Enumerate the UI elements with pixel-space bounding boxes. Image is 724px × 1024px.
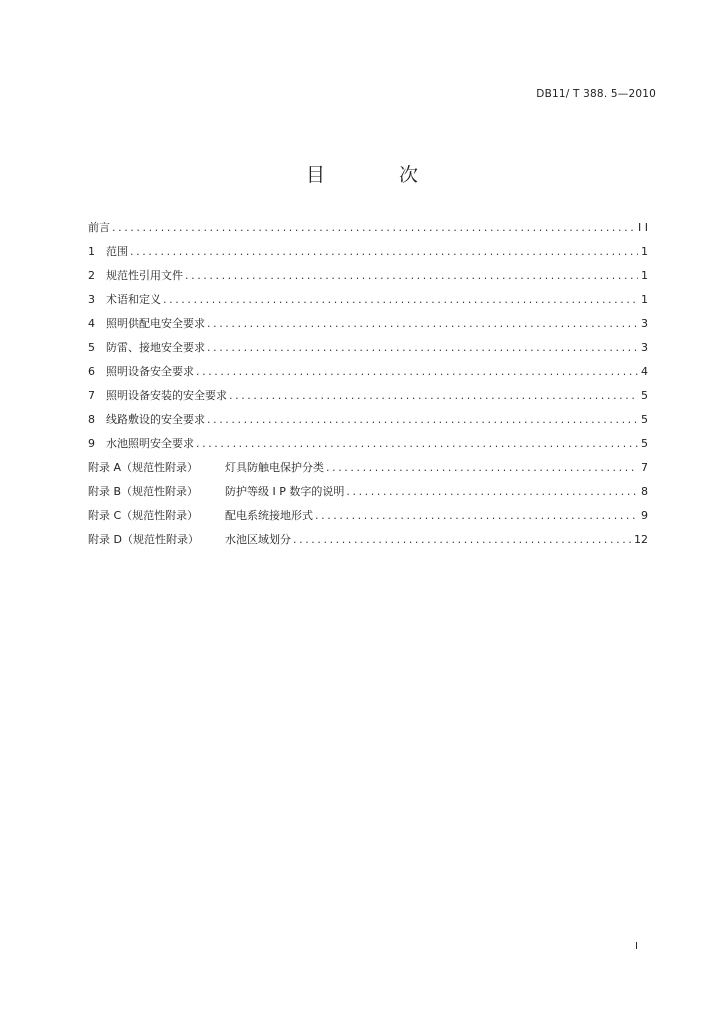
toc-entry-7[interactable]	[88, 387, 648, 411]
toc-entry-page: I I	[638, 221, 648, 234]
toc-entry-page: 4	[641, 365, 648, 378]
toc-entry-label: 水池照明安全要求	[106, 437, 194, 450]
toc-leader-dots	[112, 221, 635, 234]
toc-entry-label: 防雷、接地安全要求	[106, 341, 205, 354]
toc-leader-dots	[163, 293, 638, 306]
toc-leader-dots	[207, 317, 638, 330]
toc-entry-label: 照明设备安装的安全要求	[106, 389, 227, 402]
toc-entry-page: 5	[641, 413, 648, 426]
toc-entry-label: 照明设备安全要求	[106, 365, 194, 378]
toc-leader-dots	[346, 485, 638, 498]
page-number: I	[635, 941, 638, 952]
toc-entry-appendix-a[interactable]	[88, 459, 648, 483]
toc-entry-page: 3	[641, 317, 648, 330]
toc-entry-page: 1	[641, 293, 648, 306]
toc-entry-5[interactable]	[88, 339, 648, 363]
toc-leader-dots	[326, 461, 638, 474]
toc-entry-4[interactable]	[88, 315, 648, 339]
toc-appendix-name: 附录 D（规范性附录）	[88, 533, 199, 546]
toc-entry-appendix-b[interactable]	[88, 483, 648, 507]
toc-entry-label: 灯具防触电保护分类	[225, 461, 324, 474]
toc-leader-dots	[293, 533, 631, 546]
toc-entry-number: 1	[88, 245, 95, 258]
toc-entry-page: 7	[641, 461, 648, 474]
table-of-contents	[88, 219, 648, 555]
toc-entry-page: 5	[641, 389, 648, 402]
toc-entry-number: 8	[88, 413, 95, 426]
toc-entry-label: 规范性引用文件	[106, 269, 183, 282]
toc-leader-dots	[229, 389, 638, 402]
toc-entry-2[interactable]	[88, 267, 648, 291]
toc-entry-label: 水池区域划分	[225, 533, 291, 546]
toc-entry-number: 7	[88, 389, 95, 402]
toc-leader-dots	[196, 365, 638, 378]
toc-entry-1[interactable]	[88, 243, 648, 267]
toc-entry-number: 6	[88, 365, 95, 378]
page-title: 目 次	[305, 164, 453, 186]
toc-appendix-name: 附录 A（规范性附录）	[88, 461, 199, 474]
toc-entry-number: 3	[88, 293, 95, 306]
toc-entry-page: 3	[641, 341, 648, 354]
toc-entry-foreword[interactable]	[88, 219, 648, 243]
toc-entry-number: 4	[88, 317, 95, 330]
toc-entry-label: 范围	[106, 245, 128, 258]
toc-entry-number: 5	[88, 341, 95, 354]
toc-leader-dots	[207, 413, 638, 426]
toc-entry-3[interactable]	[88, 291, 648, 315]
toc-leader-dots	[196, 437, 638, 450]
toc-entry-page: 12	[634, 533, 648, 546]
toc-leader-dots	[185, 269, 638, 282]
toc-entry-appendix-d[interactable]	[88, 531, 648, 555]
toc-leader-dots	[130, 245, 638, 258]
toc-entry-page: 1	[641, 269, 648, 282]
toc-entry-label: 线路敷设的安全要求	[106, 413, 205, 426]
toc-leader-dots	[207, 341, 638, 354]
toc-entry-8[interactable]	[88, 411, 648, 435]
toc-entry-label: 前言	[88, 221, 110, 234]
toc-entry-page: 5	[641, 437, 648, 450]
toc-entry-page: 1	[641, 245, 648, 258]
toc-appendix-name: 附录 B（规范性附录）	[88, 485, 199, 498]
toc-entry-label: 防护等级 I P 数字的说明	[225, 485, 345, 498]
toc-leader-dots	[315, 509, 638, 522]
toc-entry-6[interactable]	[88, 363, 648, 387]
standard-code: DB11/ T 388. 5—2010	[536, 88, 656, 100]
toc-entry-label: 术语和定义	[106, 293, 161, 306]
toc-entry-page: 9	[641, 509, 648, 522]
toc-appendix-name: 附录 C（规范性附录）	[88, 509, 199, 522]
toc-entry-label: 照明供配电安全要求	[106, 317, 205, 330]
toc-entry-9[interactable]	[88, 435, 648, 459]
toc-entry-appendix-c[interactable]	[88, 507, 648, 531]
toc-entry-number: 9	[88, 437, 95, 450]
toc-entry-page: 8	[641, 485, 648, 498]
toc-entry-number: 2	[88, 269, 95, 282]
toc-entry-label: 配电系统接地形式	[225, 509, 313, 522]
